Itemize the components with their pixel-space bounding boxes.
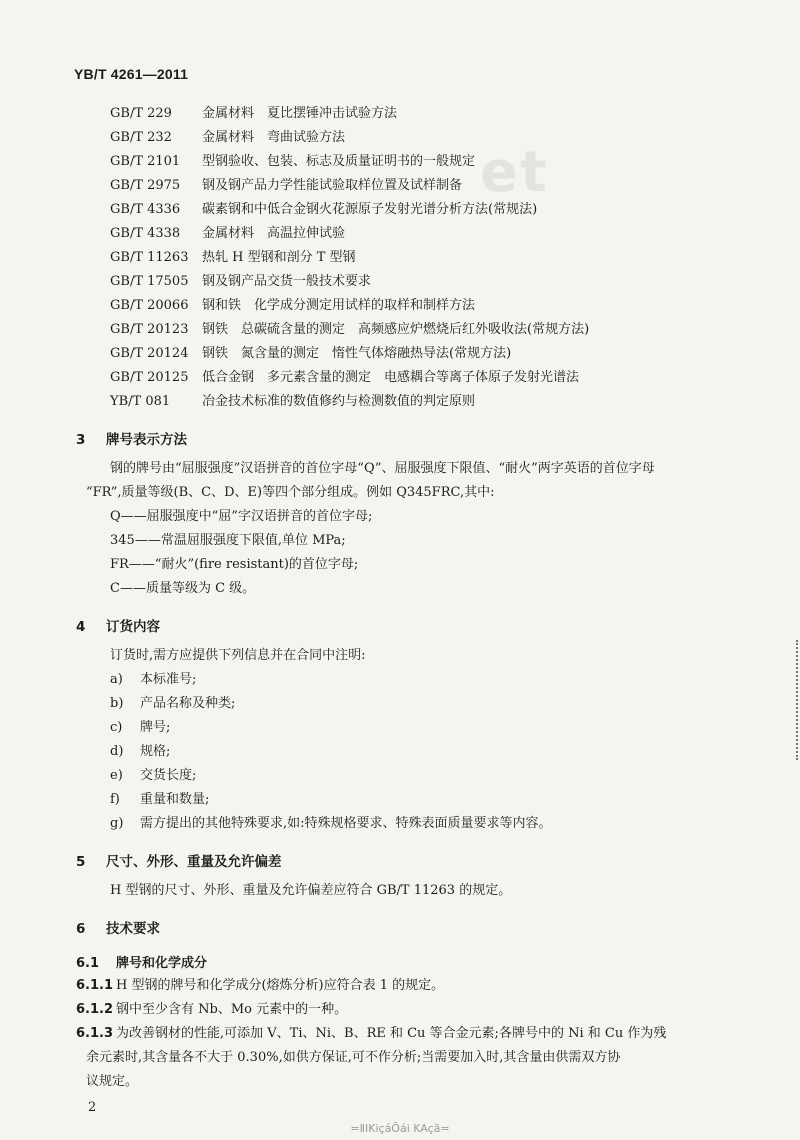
- reference-item: [110, 225, 345, 242]
- list-item: [110, 767, 196, 784]
- reference-title: 热轧 H 型钢和剖分 T 型钢: [202, 250, 356, 265]
- reference-item: [110, 177, 462, 194]
- reference-title: 金属材料 夏比摆锤冲击试验方法: [202, 106, 398, 121]
- reference-code: GB/T 229: [110, 106, 172, 121]
- reference-title: 金属材料 高温拉伸试验: [202, 226, 346, 241]
- reference-item: [110, 201, 537, 218]
- page-number: 2: [88, 1100, 97, 1115]
- reference-code: GB/T 17505: [110, 274, 189, 289]
- list-text: 产品名称及种类;: [140, 696, 236, 711]
- reference-title: 钢及钢产品交货一般技术要求: [202, 274, 372, 289]
- paragraph-line: H 型钢的尺寸、外形、重量及允许偏差应符合 GB/T 11263 的规定。: [110, 883, 512, 898]
- section-3-heading: [76, 428, 187, 448]
- list-marker: d): [110, 744, 124, 759]
- clause-6-1-2: [76, 1001, 347, 1018]
- reference-item: [110, 345, 511, 362]
- section-number: 4: [76, 619, 86, 635]
- reference-title: 钢铁 氮含量的测定 惰性气体熔融热导法(常规方法): [202, 346, 512, 361]
- scan-edge-marks: [792, 640, 798, 760]
- reference-title: 型钢验收、包装、标志及质量证明书的一般规定: [202, 154, 476, 169]
- reference-title: 钢铁 总碳硫含量的测定 高频感应炉燃烧后红外吸收法(常规方法): [202, 322, 590, 337]
- reference-item: [110, 249, 356, 266]
- section-title: 牌号表示方法: [106, 432, 187, 448]
- list-marker: f): [110, 792, 120, 807]
- subsection-6-1-heading: [76, 952, 207, 971]
- clause-number: 6.1.2: [76, 1002, 114, 1017]
- reference-code: YB/T 081: [110, 394, 171, 409]
- paragraph-line: 余元素时,其含量各不大于 0.30%,如供方保证,可不作分析;当需要加入时,其含量由供需双方协: [86, 1050, 621, 1065]
- reference-code: GB/T 4336: [110, 202, 181, 217]
- clause-number: 6.1.3: [76, 1026, 114, 1041]
- list-item: [110, 671, 196, 688]
- bottom-mark: =ⅡⅠKiçáÕái KAçã=: [350, 1122, 450, 1135]
- reference-code: GB/T 232: [110, 130, 172, 145]
- reference-code: GB/T 20123: [110, 322, 189, 337]
- section-title: 订货内容: [106, 619, 160, 635]
- clause-text: H 型钢的牌号和化学成分(熔炼分析)应符合表 1 的规定。: [116, 978, 445, 993]
- reference-title: 钢和铁 化学成分测定用试样的取样和制样方法: [202, 298, 476, 313]
- list-text: 本标准号;: [140, 672, 197, 687]
- clause-6-1-1: [76, 977, 444, 994]
- reference-item: [110, 129, 345, 146]
- definition-item: Q——屈服强度中“屈”字汉语拼音的首位字母;: [110, 509, 373, 524]
- clause-text: 钢中至少含有 Nb、Mo 元素中的一种。: [116, 1002, 348, 1017]
- list-marker: a): [110, 672, 123, 687]
- list-text: 交货长度;: [140, 768, 197, 783]
- reference-item: [110, 369, 579, 386]
- reference-code: GB/T 4338: [110, 226, 181, 241]
- reference-item: [110, 105, 397, 122]
- section-title: 技术要求: [106, 921, 160, 937]
- list-item: [110, 815, 552, 832]
- section-title: 尺寸、外形、重量及允许偏差: [106, 854, 282, 870]
- subsection-title: 牌号和化学成分: [116, 956, 208, 971]
- list-marker: c): [110, 720, 123, 735]
- reference-title: 低合金钢 多元素含量的测定 电感耦合等离子体原子发射光谱法: [202, 370, 580, 385]
- reference-code: GB/T 11263: [110, 250, 189, 265]
- paragraph-line: 议规定。: [86, 1074, 139, 1089]
- document-code: YB/T 4261—2011: [74, 66, 189, 82]
- paragraph-line: “FR”,质量等级(B、C、D、E)等四个部分组成。例如 Q345FRC,其中:: [86, 485, 495, 500]
- reference-item: [110, 273, 371, 290]
- list-text: 牌号;: [140, 720, 171, 735]
- reference-item: [110, 153, 475, 170]
- section-6-heading: [76, 917, 160, 937]
- reference-code: GB/T 2975: [110, 178, 181, 193]
- clause-text: 为改善钢材的性能,可添加 V、Ti、Ni、B、RE 和 Cu 等合金元素;各牌号中的 Ni 和 Cu 作为残: [116, 1026, 667, 1041]
- section-number: 6: [76, 921, 86, 937]
- section-number: 3: [76, 432, 86, 448]
- subsection-number: 6.1: [76, 956, 100, 971]
- definition-item: 345——常温屈服强度下限值,单位 MPa;: [110, 533, 346, 548]
- list-text: 需方提出的其他特殊要求,如:特殊规格要求、特殊表面质量要求等内容。: [140, 816, 552, 831]
- list-text: 规格;: [140, 744, 171, 759]
- clause-number: 6.1.1: [76, 978, 114, 993]
- section-number: 5: [76, 854, 86, 870]
- list-marker: e): [110, 768, 123, 783]
- reference-item: [110, 393, 475, 410]
- definition-item: C——质量等级为 C 级。: [110, 581, 256, 596]
- section-5-heading: [76, 850, 282, 870]
- paragraph-line: 订货时,需方应提供下列信息并在合同中注明:: [110, 648, 366, 663]
- reference-item: [110, 297, 475, 314]
- reference-code: GB/T 20124: [110, 346, 189, 361]
- list-item: [110, 719, 170, 736]
- reference-title: 碳素钢和中低合金钢火花源原子发射光谱分析方法(常规法): [202, 202, 538, 217]
- clause-6-1-3: [76, 1025, 666, 1042]
- list-item: [110, 791, 209, 808]
- section-4-heading: [76, 615, 160, 635]
- list-text: 重量和数量;: [140, 792, 210, 807]
- reference-code: GB/T 2101: [110, 154, 181, 169]
- reference-title: 金属材料 弯曲试验方法: [202, 130, 346, 145]
- list-item: [110, 743, 170, 760]
- reference-item: [110, 321, 589, 338]
- reference-title: 冶金技术标准的数值修约与检测数值的判定原则: [202, 394, 476, 409]
- list-marker: g): [110, 816, 124, 831]
- reference-code: GB/T 20066: [110, 298, 189, 313]
- reference-code: GB/T 20125: [110, 370, 189, 385]
- list-marker: b): [110, 696, 124, 711]
- list-item: [110, 695, 235, 712]
- paragraph-line: 钢的牌号由“屈服强度”汉语拼音的首位字母“Q”、屈服强度下限值、“耐火”两字英语的首位字母: [110, 461, 655, 476]
- reference-title: 钢及钢产品力学性能试验取样位置及试样制备: [202, 178, 463, 193]
- definition-item: FR——“耐火”(fire resistant)的首位字母;: [110, 557, 359, 572]
- watermark: et: [480, 140, 549, 205]
